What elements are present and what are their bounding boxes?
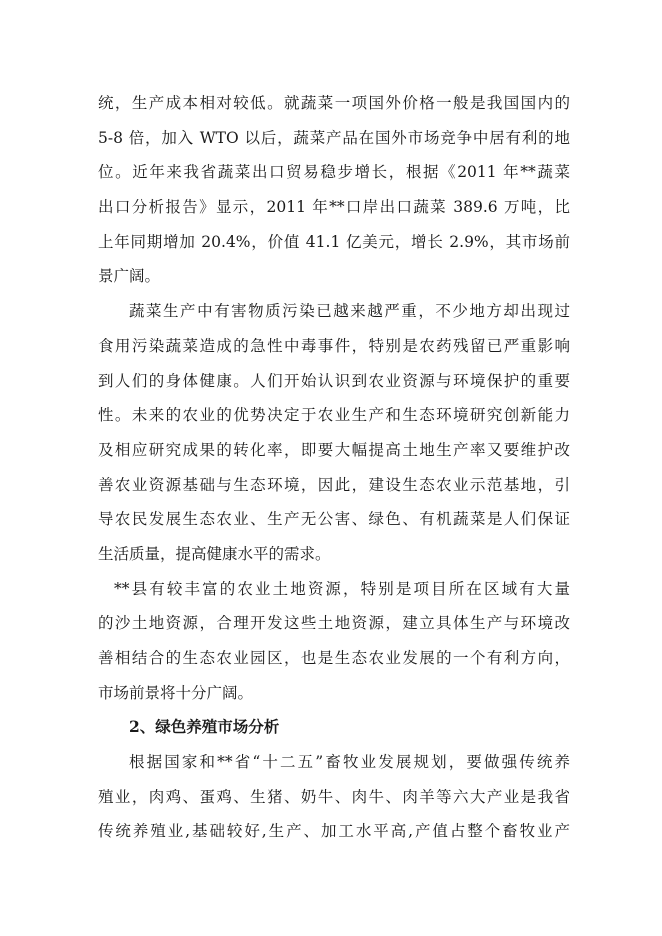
- document-body: [98, 86, 570, 849]
- text-line: 性。未来的农业的优势决定于农业生产和生态环境研究创新能力: [98, 406, 570, 425]
- text-line: 生活质量，提高健康水平的需求。: [98, 544, 331, 563]
- text-line: 善相结合的生态农业园区，也是生态农业发展的一个有利方向，: [98, 649, 570, 667]
- text-line: 及相应研究成果的转化率，即要大幅提高土地生产率又要维护改: [98, 440, 570, 459]
- paragraph-livestock-plan: [98, 745, 570, 849]
- paragraph-land-resources: [98, 572, 570, 711]
- text-line: 导农民发展生态农业、生产无公害、绿色、有机蔬菜是人们保证: [98, 510, 570, 529]
- text-line: **县有较丰富的农业土地资源，特别是项目所在区域有大量: [114, 579, 570, 598]
- text-line: 根据国家和**省“十二五”畜牧业发展规划，要做强传统养: [129, 753, 570, 772]
- text-line: 食用污染蔬菜造成的急性中毒事件，特别是农药残留已严重影响: [98, 336, 570, 355]
- text-line: 景广阔。: [98, 267, 161, 286]
- paragraph-vegetable-export: [98, 86, 570, 294]
- text-line: 5-8 倍，加入 WTO 以后，蔬菜产品在国外市场竞争中居有利的地: [98, 128, 570, 147]
- text-line: 市场前景将十分广阔。: [98, 683, 254, 702]
- text-line: 出口分析报告》显示，2011 年**口岸出口蔬菜 389.6 万吨，比: [98, 198, 570, 217]
- text-line: 殖业，肉鸡、蛋鸡、生猪、奶牛、肉牛、肉羊等六大产业是我省: [98, 787, 570, 806]
- text-line: 善农业资源基础与生态环境，因此，建设生态农业示范基地，引: [98, 475, 570, 494]
- text-line: 统，生产成本相对较低。就蔬菜一项国外价格一般是我国国内的: [98, 94, 570, 112]
- text-line: 传统养殖业,基础较好,生产、加工水平高,产值占整个畜牧业产: [98, 822, 570, 841]
- text-line: 到人们的身体健康。人们开始认识到农业资源与环境保护的重要: [98, 371, 570, 390]
- text-line: 位。近年来我省蔬菜出口贸易稳步增长，根据《2011 年**蔬菜: [98, 163, 570, 182]
- section-heading: 2、绿色养殖市场分析: [129, 717, 280, 737]
- text-line: 蔬菜生产中有害物质污染已越来越严重，不少地方却出现过: [129, 302, 570, 321]
- text-line: 上年同期增加 20.4%，价值 41.1 亿美元，增长 2.9%，其市场前: [98, 232, 570, 251]
- text-line: 的沙土地资源，合理开发这些土地资源，建立具体生产与环境改: [98, 614, 570, 633]
- paragraph-vegetable-pollution: [98, 294, 570, 572]
